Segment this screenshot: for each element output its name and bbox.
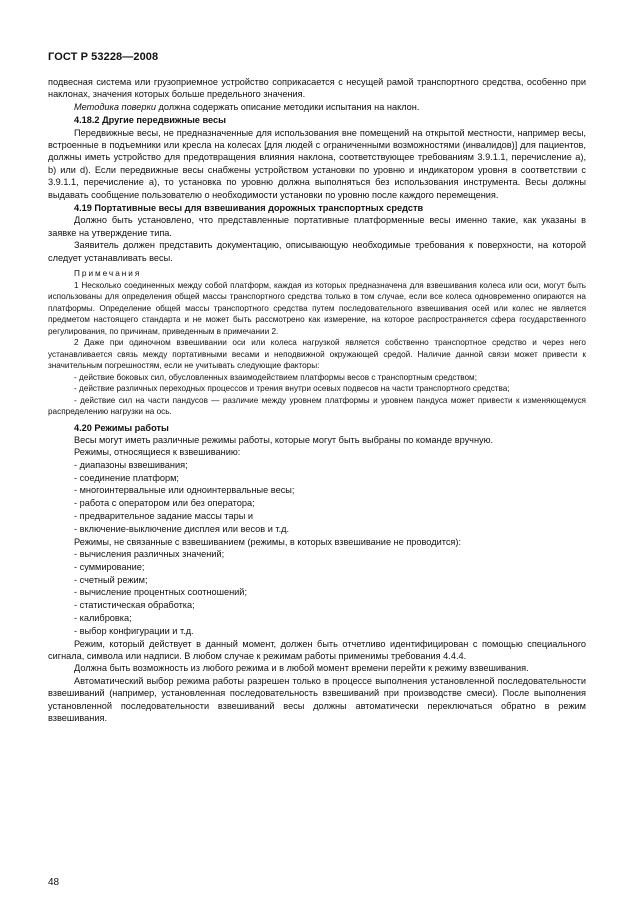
page-content	[48, 76, 586, 724]
list-item: - включение-выключение дисплея или весов и т.д.	[74, 523, 290, 534]
note-2-item: - действие различных переходных процессов и трения внутри осевых подвесов на части транспортного средства;	[74, 384, 510, 394]
list-item: - выбор конфигурации и т.д.	[74, 625, 194, 636]
notes-title: Примечания	[74, 269, 142, 279]
list-item: - счетный режим;	[74, 574, 148, 585]
paragraph: Заявитель должен представить документацию, описывающую необходимые требования к поверхности, на которой следует устанавливать весы.	[48, 240, 586, 263]
list-item: - диапазоны взвешивания;	[74, 459, 188, 470]
list-item: - вычисления различных значений;	[74, 549, 225, 559]
note-2-item: - действие сил на части пандусов — различие между уровнем платформы и уровнем пандуса может привести к изменяющемуся распределению нагрузки на ось.	[48, 395, 586, 417]
section-heading-4-20: 4.20 Режимы работы	[74, 422, 169, 433]
list-item: - калибровка;	[74, 612, 132, 623]
note-2: 2 Даже при одиночном взвешивании оси или колеса нагрузкой является собственно транспортное средство и через него устанавливается связь между портативными весами и неподвижной окружающей средой. Наличие данной связи может привести к значительным погрешностям, если не учитывать следующие факторы:	[48, 338, 586, 371]
list-item: - работа с оператором или без оператора;	[74, 498, 255, 509]
page-number: 48	[48, 877, 60, 888]
paragraph: Передвижные весы, не предназначенные для использования вне помещений на открытой местности, например весы, встроенные в подъемники или кресла на колесах [для людей с ограниченными возможностями (инвалидов)] для пациентов, должны иметь устройство для предотвращения влияния наклона, соответствующее требованиям 3.9.1.1, перечисление а), b) или d). Если передвижные весы снабжены устройством установки по уровню и индикатором уровня в соответствии с 3.9.1.1, перечисление а), то установка по уровню должна выполняться без использования инструмента. Весы должны выдавать сообщение пользователю о необходимости установки по уровню после каждого перемещения.	[48, 127, 586, 200]
list-item: - статистическая обработка;	[74, 600, 195, 611]
page-header: ГОСТ Р 53228—2008	[48, 51, 159, 63]
paragraph-text: должна содержать описание методики испытания на наклон.	[155, 101, 420, 112]
paragraph: Должна быть возможность из любого режима и в любой момент времени перейти к режиму взвешивания.	[74, 663, 529, 674]
emphasis-text: Методика поверки	[74, 101, 156, 112]
paragraph: Режимы, относящиеся к взвешиванию:	[74, 447, 241, 458]
note-1: 1 Несколько соединенных между собой платформ, каждая из которых предназначена для взвешивания колеса или оси, могут быть использованы для определения общей массы транспортного средства только в том случае, если все колеса одновременно опираются на платформы. Определение общей массы транспортного средства путем последовательного взвешивания осей или колес не является предметом настоящего стандарта и не может быть рассмотрено как измерение, на которое распространяется сфера государственного регулирования, по причинам, приведенным в примечании 2.	[48, 280, 586, 336]
paragraph: Режимы, не связанные с взвешиванием (режимы, в которых взвешивание не проводится):	[74, 536, 461, 547]
list-item: - многоинтервальные или одноинтервальные весы;	[74, 485, 295, 496]
section-heading-4-19: 4.19 Портативные весы для взвешивания дорожных транспортных средств	[74, 203, 424, 214]
list-item: - соединение платформ;	[74, 472, 179, 483]
paragraph: Автоматический выбор режима работы разрешен только в процессе выполнения установленной последовательности взвешиваний (например, установленная последовательность взвешиваний при производстве смеси). После выполнения установленной последовательности взвешиваний весы должны автоматически переключаться обратно в режим взвешивания.	[48, 675, 586, 724]
list-item: - вычисление процентных соотношений;	[74, 587, 247, 598]
list-item: - суммирование;	[74, 561, 145, 572]
paragraph: Весы могут иметь различные режимы работы, которые могут быть выбраны по команде вручную.	[74, 435, 494, 445]
paragraph: Должно быть установлено, что представленные портативные платформенные весы именно такие, как указаны в заявке на утверждение типа.	[48, 215, 586, 238]
paragraph: Режим, который действует в данный момент, должен быть отчетливо идентифицирован с помощью специального сигнала, символа или надписи. В любом случае к режимам работы применимы требования 4.4.4.	[48, 638, 586, 661]
section-heading-4-18-2: 4.18.2 Другие передвижные весы	[74, 115, 226, 126]
paragraph: подвесная система или грузоприемное устройство соприкасается с несущей рамой транспортного средства, особенно при наклонах, значения которых больше предельного значения.	[48, 77, 586, 100]
paragraph	[48, 101, 586, 113]
list-item: - предварительное задание массы тары и	[74, 511, 254, 521]
note-2-item: - действие боковых сил, обусловленных взаимодействием платформы весов с транспортным средством;	[74, 372, 477, 382]
